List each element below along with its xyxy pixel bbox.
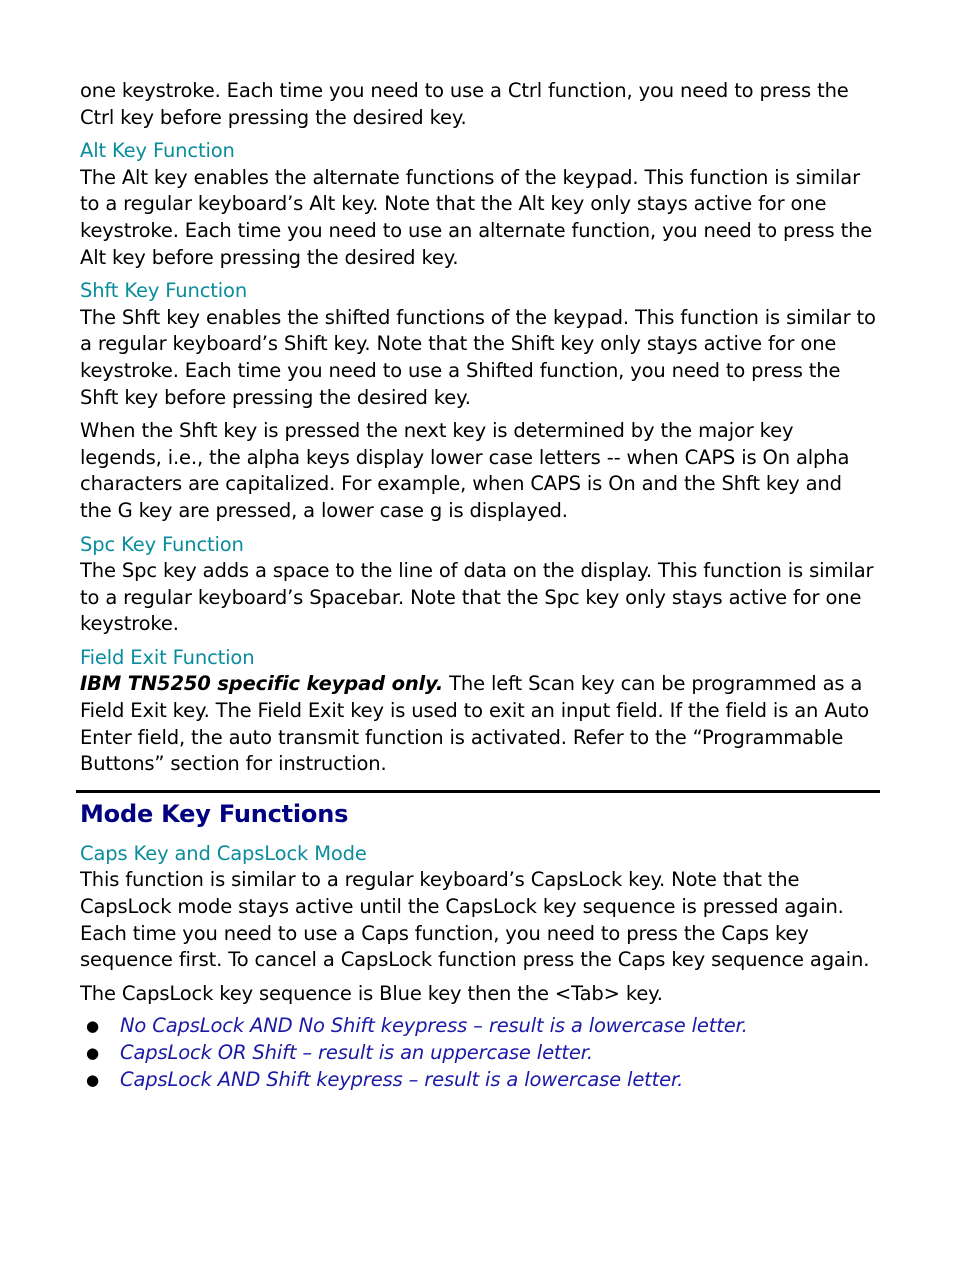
spc-key-heading: Spc Key Function — [80, 532, 244, 556]
list-item-text: CapsLock OR Shift – result is an uppercase letter. — [120, 1041, 593, 1065]
mode-section-title: Mode Key Functions — [80, 799, 349, 828]
capslock-sequence-paragraph: The CapsLock key sequence is Blue key then the <Tab> key. — [80, 981, 663, 1005]
list-item — [80, 1013, 878, 1040]
shft-key-detail-paragraph: When the Shft key is pressed the next key is determined by the major key legends, i.e., the alpha keys display lower case letters -- when CAPS is On alpha characters are capitalized. For example, when CAPS is On and the Shft key and the G key are pressed, a lower case g is displayed. — [80, 419, 850, 522]
section-divider — [76, 790, 880, 793]
list-item — [80, 1040, 878, 1067]
list-item — [80, 1067, 878, 1094]
shft-key-heading: Shft Key Function — [80, 279, 248, 303]
caps-key-heading: Caps Key and CapsLock Mode — [80, 841, 367, 865]
bullet-icon: ● — [86, 1044, 99, 1063]
intro-paragraph: one keystroke. Each time you need to use a Ctrl function, you need to press the Ctrl key before pressing the desired key. — [80, 79, 849, 129]
document-page — [80, 78, 878, 1094]
capslock-bullet-list — [80, 1013, 878, 1093]
shft-key-paragraph: The Shft key enables the shifted functions of the keypad. This function is similar to a regular keyboard’s Shift key. Note that the Shift key only stays active for one keystroke. Each time you need to use a Shifted function, you need to press the Shft key before pressing the desired key. — [80, 305, 876, 409]
alt-key-heading: Alt Key Function — [80, 139, 235, 163]
list-item-text: No CapsLock AND No Shift keypress – result is a lowercase letter. — [120, 1014, 748, 1038]
field-exit-body: The left Scan key can be programmed as a Field Exit key. The Field Exit key is used to exit an input field. If the field is an Auto Enter field, the auto transmit function is activated. Refer to the “Programmable Buttons” section for instruction. — [80, 672, 869, 776]
field-exit-paragraph — [80, 671, 878, 777]
spc-key-paragraph: The Spc key adds a space to the line of data on the display. This function is similar to a regular keyboard’s Spacebar. Note that the Spc key only stays active for one keystroke. — [80, 559, 874, 636]
bullet-icon: ● — [86, 1017, 99, 1036]
list-item-text: CapsLock AND Shift keypress – result is a lowercase letter. — [120, 1068, 684, 1091]
field-exit-lead: IBM TN5250 specific keypad only. — [80, 672, 444, 696]
alt-key-paragraph: The Alt key enables the alternate functions of the keypad. This function is similar to a regular keyboard’s Alt key. Note that the Alt key only stays active for one keystroke. Each time you need to use an alternate function, you need to press the Alt key before pressing the desired key. — [80, 165, 873, 269]
caps-key-paragraph: This function is similar to a regular keyboard’s CapsLock key. Note that the CapsLock mode stays active until the CapsLock key sequence is pressed again. Each time you need to use a Caps function, you need to press the Caps key sequence first. To cancel a CapsLock function press the Caps key sequence again. — [80, 868, 870, 972]
field-exit-heading: Field Exit Function — [80, 645, 255, 669]
bullet-icon: ● — [86, 1071, 99, 1089]
